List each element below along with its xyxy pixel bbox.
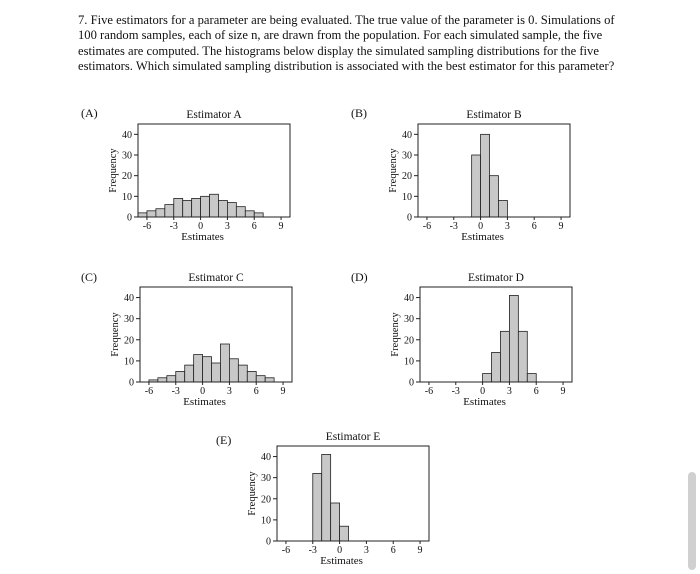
y-tick-label: 40 xyxy=(261,452,271,464)
chart-title: Estimator B xyxy=(466,109,522,121)
x-tick-label: 3 xyxy=(224,221,230,232)
y-tick-label: 10 xyxy=(402,191,412,203)
histogram-estimator-e xyxy=(0,428,423,567)
y-tick-label: 0 xyxy=(127,212,132,224)
x-axis-label: Estimates xyxy=(181,231,224,243)
histogram-bar xyxy=(527,374,536,382)
y-tick-label: 40 xyxy=(404,293,414,305)
x-tick-label: 9 xyxy=(280,386,286,397)
histogram-bar xyxy=(472,155,481,217)
y-tick-label: 20 xyxy=(404,335,414,347)
vertical-scrollbar[interactable] xyxy=(688,472,696,570)
y-tick-label: 30 xyxy=(261,473,271,485)
histogram-bar xyxy=(331,503,340,541)
chart-title: Estimator C xyxy=(188,272,244,284)
x-tick-label: 0 xyxy=(198,221,204,232)
chart-title: Estimator A xyxy=(186,109,242,121)
y-tick-label: 0 xyxy=(266,536,271,548)
histogram-bar xyxy=(518,331,527,382)
y-tick-label: 20 xyxy=(402,171,412,183)
chart-title: Estimator D xyxy=(468,272,524,284)
x-axis-label: Estimates xyxy=(461,231,504,243)
x-tick-label: 0 xyxy=(478,221,484,232)
x-axis-label: Estimates xyxy=(463,396,506,408)
chart-title: Estimator E xyxy=(325,431,381,443)
y-tick-label: 20 xyxy=(261,494,271,506)
histogram-bar xyxy=(498,200,507,217)
option-label-e: (E) xyxy=(216,433,232,447)
x-tick-label: 6 xyxy=(253,386,259,397)
x-tick-label: -3 xyxy=(308,545,317,556)
y-tick-label: 30 xyxy=(124,314,134,326)
histogram-bar xyxy=(492,352,501,382)
y-tick-label: 20 xyxy=(122,171,132,183)
x-tick-label: 9 xyxy=(278,221,284,232)
y-axis-label: Frequency xyxy=(108,148,119,193)
question-text: 7. Five estimators for a parameter are being evaluated. The true value of the parameter is 0. Simulations of 100 random samples, each of size n, are drawn from the population. For each simulated sample, the five estimates are computed. The histograms below display the simulated sampling distributions for the five estimators. Which simulated sampling distribution is associated with the best estimator for this parameter? xyxy=(78,13,615,74)
histogram-bar xyxy=(483,374,492,382)
x-axis-label: Estimates xyxy=(183,396,226,408)
plot-frame xyxy=(277,446,429,541)
x-tick-label: 9 xyxy=(558,221,564,232)
y-tick-label: 10 xyxy=(404,356,414,368)
x-tick-label: -6 xyxy=(142,221,152,232)
histogram-bar xyxy=(500,331,509,382)
x-tick-label: 6 xyxy=(531,221,537,232)
y-tick-label: 10 xyxy=(122,191,132,203)
y-tick-label: 30 xyxy=(404,314,414,326)
x-tick-label: -3 xyxy=(451,386,460,397)
x-tick-label: 0 xyxy=(337,545,343,556)
y-axis-label: Frequency xyxy=(388,148,399,193)
y-tick-label: 0 xyxy=(407,212,412,224)
y-axis-label: Frequency xyxy=(390,312,401,357)
y-tick-label: 0 xyxy=(129,377,134,389)
histogram-bar xyxy=(322,454,331,541)
x-tick-label: 3 xyxy=(506,386,512,397)
histogram-bar xyxy=(481,134,490,217)
x-tick-label: 6 xyxy=(251,221,257,232)
x-tick-label: 3 xyxy=(504,221,510,232)
histogram-bar xyxy=(509,295,518,382)
x-tick-label: -6 xyxy=(422,221,432,232)
y-tick-label: 20 xyxy=(124,335,134,347)
y-tick-label: 30 xyxy=(122,150,132,162)
x-tick-label: 3 xyxy=(363,545,369,556)
x-tick-label: -6 xyxy=(144,386,154,397)
option-label-c: (C) xyxy=(81,270,97,284)
y-tick-label: 10 xyxy=(124,356,134,368)
y-axis-label: Frequency xyxy=(110,312,121,357)
x-tick-label: 6 xyxy=(533,386,539,397)
y-tick-label: 40 xyxy=(402,129,412,141)
x-tick-label: 0 xyxy=(200,386,206,397)
y-tick-label: 40 xyxy=(122,129,132,141)
histogram-bar xyxy=(313,473,322,541)
x-axis-label: Estimates xyxy=(320,555,363,567)
x-tick-label: 6 xyxy=(390,545,396,556)
y-tick-label: 0 xyxy=(409,377,414,389)
x-tick-label: 0 xyxy=(480,386,486,397)
x-tick-label: -6 xyxy=(281,545,291,556)
x-tick-label: -3 xyxy=(449,221,458,232)
option-label-d: (D) xyxy=(351,270,368,284)
histogram-bar xyxy=(490,176,499,217)
y-tick-label: 40 xyxy=(124,293,134,305)
histogram-estimator-d xyxy=(0,262,566,408)
x-tick-label: 3 xyxy=(226,386,232,397)
y-tick-label: 10 xyxy=(261,515,271,527)
x-tick-label: -3 xyxy=(169,221,178,232)
option-label-a: (A) xyxy=(81,106,98,120)
x-tick-label: -3 xyxy=(171,386,180,397)
histogram-estimator-b xyxy=(0,100,564,243)
x-tick-label: 9 xyxy=(560,386,566,397)
x-tick-label: -6 xyxy=(424,386,434,397)
histogram-bar xyxy=(340,526,349,541)
y-axis-label: Frequency xyxy=(247,471,258,516)
x-tick-label: 9 xyxy=(417,545,423,556)
option-label-b: (B) xyxy=(351,106,367,120)
y-tick-label: 30 xyxy=(402,150,412,162)
